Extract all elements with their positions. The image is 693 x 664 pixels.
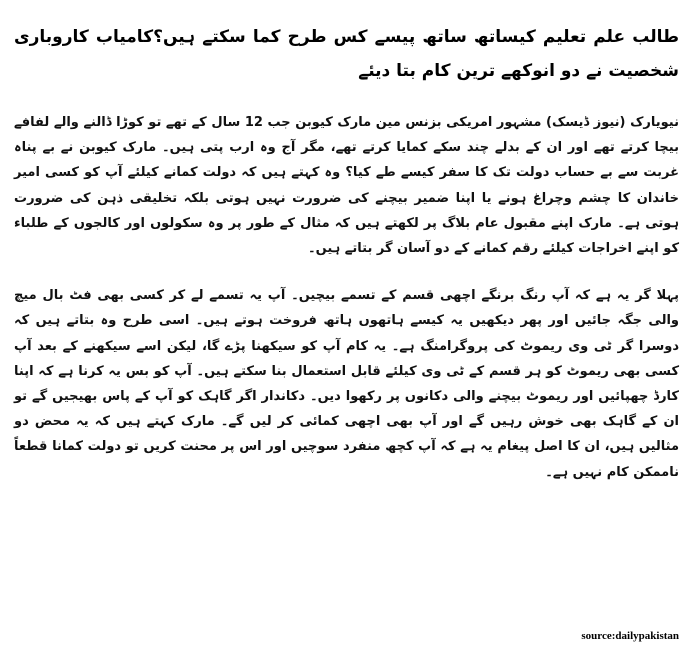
article-paragraph-2: پہلا گر یہ ہے کہ آپ رنگ برنگے اچھی قسم کے تسمے بیچیں۔ آپ یہ تسمے لے کر کسی بھی فٹ بال میچ والی جگہ جائیں اور پھر دیکھیں یہ کیسے ہاتھوں ہاتھ فروخت ہوتے ہیں۔ اسی طرح وہ بتاتے ہیں کہ دوسرا گر ٹی وی ریموٹ کی پروگرامنگ ہے۔ یہ کام آپ کو سیکھنا پڑے گا، لیکن اسے سیکھنے کے بعد آپ کسی بھی ریموٹ کو ہر قسم کے ٹی وی کیلئے قابل استعمال بنا سکتے ہیں۔ آپ کو بس یہ کرنا ہے کہ اپنا کارڈ چھپائیں اور ریموٹ بیچنے والی دکانوں پر رکھوا دیں۔ دکاندار اگر گاہک کو آپ کے پاس بھیجیں گے تو ان کے گاہک بھی خوش رہیں گے اور آپ بھی اچھی کمائی کر لیں گے۔ مارک کہتے ہیں کہ یہ محض دو مثالیں ہیں، ان کا اصل پیغام یہ ہے کہ آپ کچھ منفرد سوچیں اور اس پر محنت کریں تو دولت کمانا قطعاً ناممکن کام نہیں ہے۔ xyxy=(14,288,680,480)
source-credit: source:dailypakistan xyxy=(581,630,679,642)
article-paragraph-1: نیویارک (نیوز ڈیسک) مشہور امریکی بزنس مین مارک کیوبن جب 12 سال کے تھے تو کوڑا ڈالنے والے لفافے بیچا کرتے تھے اور ان کے بدلے چند سکے کمایا کرتے تھے، مگر آج وہ ارب پتی ہیں۔ مارک کیوبن نے بے پناہ غربت سے بے حساب دولت تک کا سفر کیسے طے کیا؟ وہ کہتے ہیں کہ دولت کمانے کیلئے آپ کو کسی امیر خاندان کا چشم وچراغ ہونے یا اپنا ضمیر بیچنے کی ضرورت نہیں ہوتی بلکہ تخلیقی ذہن کی ضرورت ہوتی ہے۔ مارک اپنے مقبول عام بلاگ پر لکھتے ہیں کہ مثال کے طور پر وہ سکولوں اور کالجوں کے طلباء کو اپنے اخراجات کیلئے رقم کمانے کے دو آسان گر بتاتے ہیں۔ xyxy=(14,115,679,257)
article xyxy=(14,20,679,485)
article-headline: طالب علم تعلیم کیساتھ ساتھ پیسے کس طرح کما سکتے ہیں؟کامیاب کاروباری شخصیت نے دو انوکھے ترین کام بتا دیئے xyxy=(14,27,679,81)
